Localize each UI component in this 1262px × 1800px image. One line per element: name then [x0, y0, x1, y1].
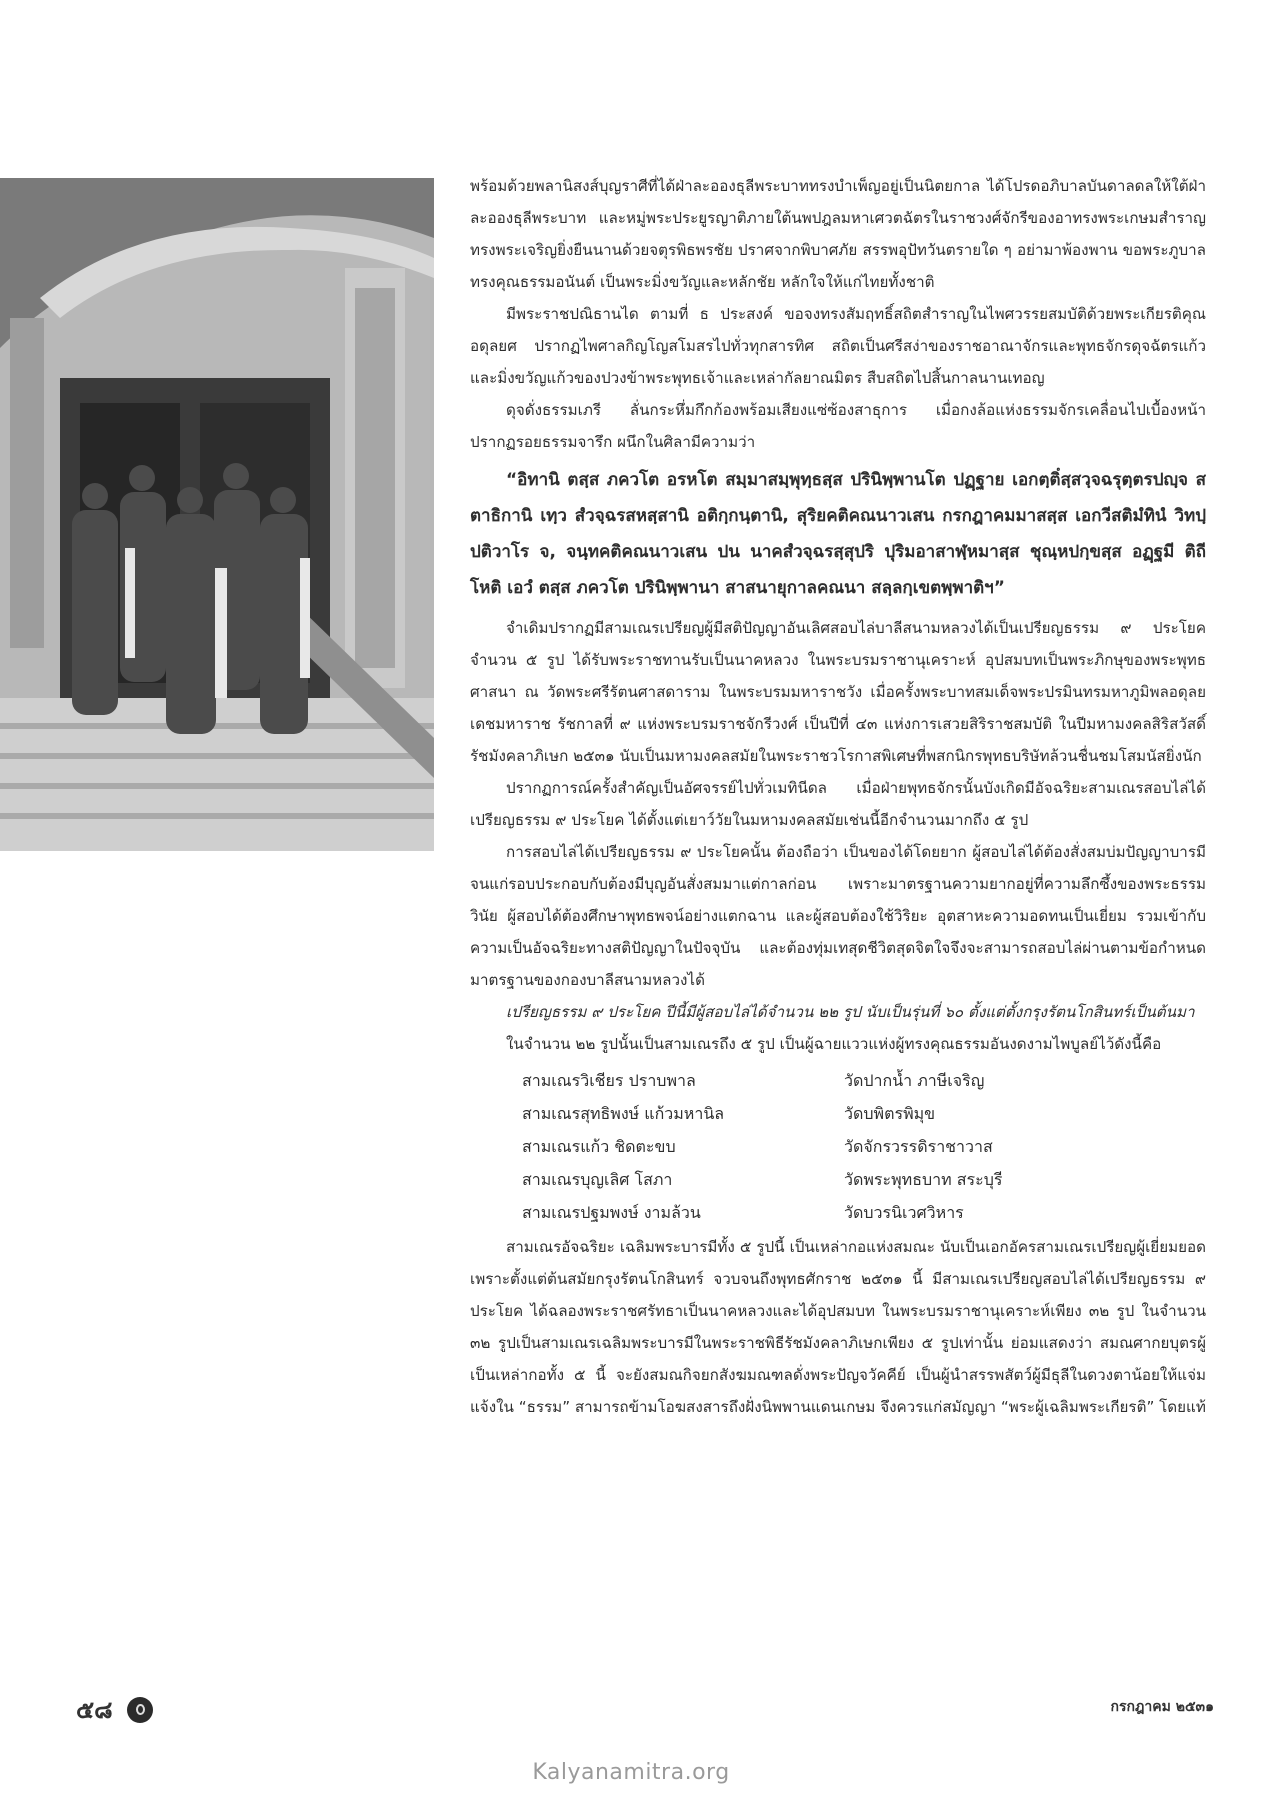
- novice-name: สามเณรแก้ว ชิดตะขบ: [522, 1137, 676, 1156]
- novice-temple: วัดจักรวรรดิราชาวาส: [844, 1137, 993, 1156]
- page-footer-left: [76, 1690, 153, 1729]
- novice-name: สามเณรวิเชียร ปราบพาล: [522, 1071, 696, 1090]
- list-item: [470, 1064, 1206, 1097]
- paragraph: ในจำนวน ๒๒ รูปนั้นเป็นสามเณรถึง ๕ รูป เป็นผู้ฉายแววแห่งผู้ทรงคุณธรรมอันงดงามไพบูลย์ไว้ดังนี้คือ: [506, 1035, 1162, 1053]
- highlight-paragraph: เปรียญธรรม ๙ ประโยค ปีนี้มีผู้สอบไล่ได้จำนวน ๒๒ รูป นับเป็นรุ่นที่ ๖๐ ตั้งแต่ตั้งกรุงรัตนโกสินทร์เป็นต้นมา: [506, 1003, 1195, 1021]
- list-item: [470, 1163, 1206, 1196]
- novice-name: สามเณรสุทธิพงษ์ แก้วมหานิล: [522, 1104, 725, 1123]
- paragraph: การสอบไล่ได้เปรียญธรรม ๙ ประโยคนั้น ต้องถือว่า เป็นของได้โดยยาก ผู้สอบไล่ได้ต้องสั่งสมบ่มปัญญาบารมีจนแก่รอบประกอบกับต้องมีบุญอันสั่งสมมาแต่กาลก่อน เพราะมาตรฐานความยากอยู่ที่ความลึกซึ้งของพระธรรมวินัย ผู้สอบได้ต้องศึกษาพุทธพจน์อย่างแตกฉาน และผู้สอบต้องใช้วิริยะ อุตสาหะความอดทนเป็นเยี่ยม รวมเข้ากับความเป็นอัจฉริยะทางสติปัญญาในปัจจุบัน และต้องทุ่มเทสุดชีวิตสุดจิตใจจึงจะสามารถสอบไล่ผ่านตามข้อกำหนดมาตรฐานของกองบาลีสนามหลวงได้: [470, 843, 1206, 989]
- novice-temple: วัดบวรนิเวศวิหาร: [844, 1203, 964, 1222]
- novice-name: สามเณรบุญเลิศ โสภา: [522, 1170, 673, 1189]
- paragraph: มีพระราชปณิธานได ตามที่ ธ ประสงค์ ขอจงทรงสัมฤทธิ์สถิตสำราญในไพศวรรยสมบัติด้วยพระเกียรติคุณอดุลยศ ปรากฏไพศาลกิญโญสโมสรไปทั่วทุกสารทิศ สถิตเป็นศรีสง่าของราชอาณาจักรและพุทธจักรดุจฉัตรแก้ว และมิ่งขวัญแก้วของปวงข้าพระพุทธเจ้าและเหล่ากัลยาณมิตร สืบสถิตไปสิ้นกาลนานเทอญ: [470, 305, 1206, 387]
- monks-photo: [0, 178, 434, 851]
- novice-temple: วัดปากน้ำ ภาษีเจริญ: [844, 1071, 985, 1090]
- list-item: [470, 1097, 1206, 1130]
- pali-inscription: “อิทานิ ตสฺส ภควโต อรหโต สมฺมาสมฺพุทฺธสฺส ปรินิพฺพานโต ปฏฺฐาย เอกตฺติํสฺสวฺจฉรุตฺตรปญฺจ สตาธิกานิ เทฺว สํวจฺฉรสหสฺสานิ อติกฺกนฺตานิ, สุริยคติคณนาวเสน กรกฎาคมมาสสฺส เอกวีสติมํทินํ วิทปฺปติวาโร จ, จนฺทคติคณนาวเสน ปน นาคสํวจฺฉรสฺสุปริ ปุริมอาสาฬฺหมาสฺส ชุณฺหปกฺขสฺส อฏฺฐมี ติถี โหติ เอวํ ตสฺส ภควโต ปรินิพฺพานา สาสนายุกาลคณนา สลฺลกฺเขตพฺพาติฯ”: [470, 470, 1206, 598]
- page-number: ๕๘: [76, 1696, 113, 1724]
- novice-list: [470, 1064, 1206, 1229]
- novice-name: สามเณรปฐมพงษ์ งามล้วน: [522, 1203, 701, 1222]
- paragraph: ปรากฏการณ์ครั้งสำคัญเป็นอัศจรรย์ไปทั่วเมทินีดล เมื่อฝ่ายพุทธจักรนั้นบังเกิดมีอัจฉริยะสามเณรสอบไล่ได้เปรียญธรรม ๙ ประโยค ได้ตั้งแต่เยาว์วัยในมหามงคลสมัยเช่นนี้อีกจำนวนมากถึง ๕ รูป: [470, 779, 1206, 829]
- watermark: Kalyanamitra.org: [532, 1760, 730, 1785]
- paragraph: พร้อมด้วยพลานิสงส์บุญราศีที่ได้ฝ่าละอองธุลีพระบาททรงบำเพ็ญอยู่เป็นนิตยกาล ได้โปรดอภิบาลบันดาลดลให้ใต้ฝ่าละอองธุลีพระบาท และหมู่พระประยูรญาติภายใต้นพปฎลมหาเศวตฉัตรในราชวงศ์จักรีของอาทรงพระเกษมสำราญ ทรงพระเจริญยิ่งยืนนานด้วยจตุรพิธพรชัย ปราศจากพิบาศภัย สรรพอุปัทวันตรายใด ๆ อย่ามาพ้องพาน ขอพระภูบาลทรงคุณธรรมอนันต์ เป็นพระมิ่งขวัญและหลักชัย หลักใจให้แก่ไทยทั้งชาติ: [470, 177, 1206, 291]
- circle-logo-icon: [127, 1697, 153, 1723]
- list-item: [470, 1130, 1206, 1163]
- issue-date: กรกฎาคม ๒๕๓๑: [1110, 1699, 1214, 1715]
- novice-temple: วัดบพิตรพิมุข: [844, 1104, 936, 1123]
- closing-paragraph: สามเณรอัจฉริยะ เฉลิมพระบารมีทั้ง ๕ รูปนี้ เป็นเหล่ากอแห่งสมณะ นับเป็นเอกอัครสามเณรเปรียญผู้เยี่ยมยอด เพราะตั้งแต่ต้นสมัยกรุงรัตนโกสินทร์ จวบจนถึงพุทธศักราช ๒๕๓๑ นี้ มีสามเณรเปรียญสอบไล่ได้เปรียญธรรม ๙ ประโยค ได้ฉลองพระราชศรัทธาเป็นนาคหลวงและได้อุปสมบท ในพระบรมราชานุเคราะห์เพียง ๓๒ รูป ในจำนวน ๓๒ รูปเป็นสามเณรเฉลิมพระบารมีในพระราชพิธีรัชมังคลาภิเษกเพียง ๕ รูปเท่านั้น ย่อมแสดงว่า สมณศากยบุตรผู้เป็นเหล่ากอทั้ง ๕ นี้ จะยังสมณกิจยกสังฆมณฑลดั่งพระปัญจวัคคีย์ เป็นผู้นำสรรพสัตว์ผู้มีธุลีในดวงตาน้อยให้แจ่มแจ้งใน “ธรรม” สามารถข้ามโอฆสงสารถึงฝั่งนิพพานแดนเกษม จึงควรแก่สมัญญา “พระผู้เฉลิมพระเกียรติ” โดยแท้: [470, 1238, 1206, 1416]
- paragraph: จำเดิมปรากฏมีสามเณรเปรียญผู้มีสติปัญญาอันเลิศสอบไล่บาลีสนามหลวงได้เป็นเปรียญธรรม ๙ ประโยค จำนวน ๕ รูป ได้รับพระราชทานรับเป็นนาคหลวง ในพระบรมราชานุเคราะห์ อุปสมบทเป็นพระภิกษุของพระพุทธศาสนา ณ วัดพระศรีรัตนศาสดาราม ในพระบรมมหาราชวัง เมื่อครั้งพระบาทสมเด็จพระปรมินทรมหาภูมิพลอดุลยเดชมหาราช รัชกาลที่ ๙ แห่งพระบรมราชจักรีวงศ์ เป็นปีที่ ๔๓ แห่งการเสวยสิริราชสมบัติ ในปีมหามงคลสิริสวัสดิ์รัชมังคลาภิเษก ๒๕๓๑ นับเป็นมหามงคลสมัยในพระราชวโรกาสพิเศษที่พสกนิกรพุทธบริษัทล้วนชื่นชมโสมนัสยิ่งนัก: [470, 619, 1206, 765]
- novice-temple: วัดพระพุทธบาท สระบุรี: [844, 1170, 1003, 1189]
- list-item: [470, 1196, 1206, 1229]
- article-body: [470, 170, 1206, 1423]
- paragraph: ดุจดั่งธรรมเภรี ลั่นกระหึ่มกึกก้องพร้อมเสียงแซ่ซ้องสาธุการ เมื่อกงล้อแห่งธรรมจักรเคลื่อนไปเบื้องหน้า ปรากฏรอยธรรมจารึก ผนึกในศิลามีความว่า: [470, 401, 1206, 451]
